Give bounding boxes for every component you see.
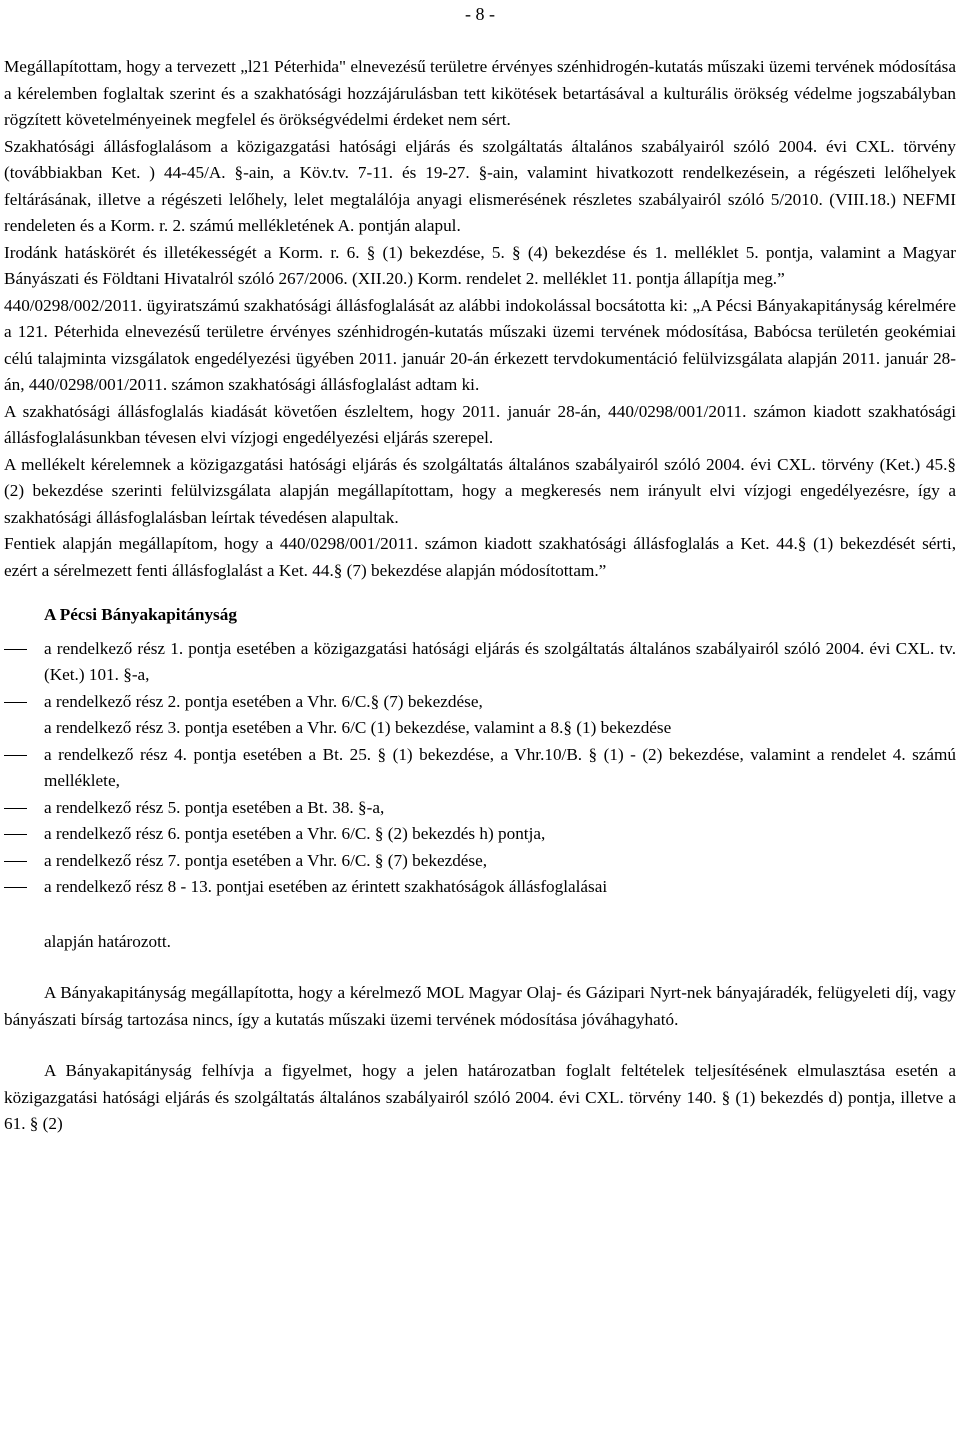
dash-bullet-icon bbox=[4, 808, 27, 809]
paragraph: Irodánk hatáskörét és illetékességét a Korm. r. 6. § (1) bekezdése, 5. § (4) bekezdése és 1. melléklet 5. pontja, valamint a Magyar Bányászati és Földtani Hivatalról szóló 267/2006. (XII.20.) Korm. rendelet 2. melléklet 11. pontja állapítja meg.” bbox=[4, 242, 956, 288]
paragraph: Megállapítottam, hogy a tervezett „l21 Péterhida" elnevezésű területre érvényes szénhidrogén-kutatás műszaki üzemi tervének módosítása a kérelemben foglaltak szerint és a szakhatósági hozzájárulásban tett kikötések betartásával a kulturális örökség védelme jogszabályban rögzített követelményeinek megfelel és örökségvédelmi érdeket nem sért. bbox=[4, 57, 956, 129]
list-item: a rendelkező rész 2. pontja esetében a Vhr. 6/C.§ (7) bekezdése, bbox=[4, 689, 956, 716]
dash-bullet-icon bbox=[4, 834, 27, 835]
document-body bbox=[4, 54, 956, 1138]
paragraph: A Bányakapitányság megállapította, hogy a kérelmező MOL Magyar Olaj- és Gázipari Nyrt-nek bányajáradék, felügyeleti díj, vagy bányászati bírság tartozása nincs, így a kutatás műszaki üzemi tervének módosítása jóváhagyható. bbox=[4, 983, 956, 1029]
legal-basis-list-continued bbox=[4, 742, 956, 901]
list-item: a rendelkező rész 1. pontja esetében a közigazgatási hatósági eljárás és szolgáltatás általános szabályairól szóló 2004. évi CXL. tv. (Ket.) 101. §-a, bbox=[4, 636, 956, 689]
list-item: a rendelkező rész 5. pontja esetében a Bt. 38. §-a, bbox=[4, 795, 956, 822]
dash-bullet-icon bbox=[4, 702, 27, 703]
list-item: a rendelkező rész 6. pontja esetében a Vhr. 6/C. § (2) bekezdés h) pontja, bbox=[4, 821, 956, 848]
dash-bullet-icon bbox=[4, 887, 27, 888]
list-item: a rendelkező rész 8 - 13. pontjai esetében az érintett szakhatóságok állásfoglalásai bbox=[4, 874, 956, 901]
paragraph: A mellékelt kérelemnek a közigazgatási hatósági eljárás és szolgáltatás általános szabályairól szóló 2004. évi CXL. törvény (Ket.) 45.§ (2) bekezdése szerinti felülvizsgálata alapján megállapítottam, hogy a megkeresés nem irányult elvi vízjogi engedélyezésre, így a szakhatósági állásfoglalásban leírtak tévedésen alapultak. bbox=[4, 454, 956, 527]
paragraph: A szakhatósági állásfoglalás kiadását követően észleltem, hogy 2011. január 28-án, 440/0298/001/2011. számon kiadott szakhatósági állásfoglalásunkban tévesen elvi vízjogi engedélyezési eljárás szerepel. bbox=[4, 401, 956, 447]
dash-bullet-icon bbox=[4, 861, 27, 862]
paragraph: A Bányakapitányság felhívja a figyelmet, hogy a jelen határozatban foglalt feltételek teljesítésének elmulasztása esetén a közigazgatási hatósági eljárás és szolgáltatás általános szabályairól szóló 2004. évi CXL. törvény 140. § (1) bekezdés d) pontja, illetve a 61. § (2) bbox=[4, 1061, 956, 1133]
paragraph: Szakhatósági állásfoglalásom a közigazgatási hatósági eljárás és szolgáltatás általános szabályairól szóló 2004. évi CXL. törvény (továbbiakban Ket. ) 44-45/A. §-ain, a Köv.tv. 7-11. és 19-27. §-ain, valamint hivatkozott rendelkezésein, a régészeti lelőhelyek feltárásának, illetve a régészeti lelőhely, lelet megtalálója anyagi elismerésének részletes szabályairól szóló 5/2010. (VIII.18.) NEFMI rendeleten és a Korm. r. 2. számú mellékletének A. pontján alapul. bbox=[4, 136, 956, 235]
paragraph: Fentiek alapján megállapítom, hogy a 440/0298/001/2011. számon kiadott szakhatósági állásfoglalás a Ket. 44.§ (1) bekezdését sérti, ezért a sérelmezett fenti állásfoglalást a Ket. 44.§ (7) bekezdése alapján módosítottam.” bbox=[4, 534, 956, 580]
closing-line: alapján határozott. bbox=[44, 931, 171, 951]
dash-bullet-icon bbox=[4, 755, 27, 756]
list-continuation: a rendelkező rész 3. pontja esetében a Vhr. 6/C (1) bekezdése, valamint a 8.§ (1) bekezdése bbox=[44, 718, 672, 737]
dash-bullet-icon bbox=[4, 649, 27, 650]
signature: A Pécsi Bányakapitányság bbox=[44, 605, 237, 624]
list-item: a rendelkező rész 4. pontja esetében a Bt. 25. § (1) bekezdése, a Vhr.10/B. § (1) - (2) bekezdése, valamint a rendelet 4. számú melléklete, bbox=[4, 742, 956, 795]
legal-basis-list bbox=[4, 636, 956, 716]
page-number: - 8 - bbox=[465, 4, 495, 24]
list-item: a rendelkező rész 7. pontja esetében a Vhr. 6/C. § (7) bekezdése, bbox=[4, 848, 956, 875]
paragraph: 440/0298/002/2011. ügyiratszámú szakhatósági állásfoglalását az alábbi indokolással bocsátotta ki: „A Pécsi Bányakapitányság kérelmére a 121. Péterhida elnevezésű területre érvényes szénhidrogén-kutatás műszaki üzemi tervének módosítása, Babócsa területén geokémiai célú talajminta vizsgálatok engedélyezési ügyében 2011. január 20-án érkezett tervdokumentáció felülvizsgálata alapján 2011. január 28-án, 440/0298/001/2011. számon szakhatósági állásfoglalást adtam ki. bbox=[4, 295, 956, 394]
